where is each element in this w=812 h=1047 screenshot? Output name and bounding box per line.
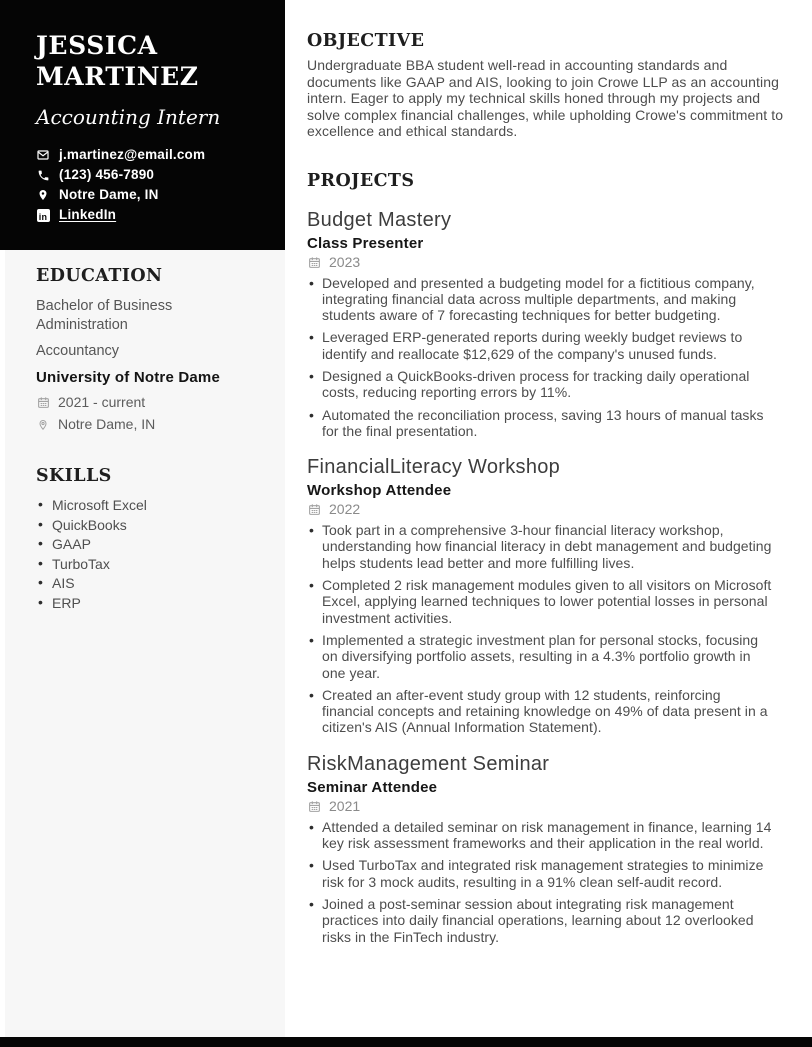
calendar-icon (307, 503, 321, 517)
education-degree: Bachelor of Business Administration (36, 298, 173, 333)
objective-text: Undergraduate BBA student well-read in accounting standards and documents like GAAP and AIS, looking to join Crowe LLP as an accounting intern. Eager to apply my technical skills honed through my projects and solve complex financial challenges, while upholding Crowe's commitment to excellence and ethical standards. (307, 57, 784, 139)
phone-icon (36, 168, 50, 182)
linkedin-link[interactable]: LinkedIn (59, 207, 117, 222)
project-date-text: 2023 (329, 253, 361, 270)
contact-location-text: Notre Dame, IN (59, 187, 159, 202)
project-bullet-list (307, 275, 784, 440)
calendar-icon (307, 799, 321, 813)
bullet-item: • Developed and presented a budgeting model for a fictitious company, integrating financial data across multiple departments, and making students aware of 7 forecasting techniques for better budgeting. (307, 275, 774, 324)
education-heading: EDUCATION (36, 266, 163, 286)
education-location-row (36, 417, 267, 432)
person-last-name: MARTINEZ (36, 62, 199, 91)
contact-location-row (36, 188, 261, 202)
bullet-item: • Designed a QuickBooks-driven process for tracking daily operational costs, reducing reporting errors by 11%. (307, 368, 774, 401)
contact-phone-row (36, 168, 261, 182)
person-first-name: JESSICA (36, 31, 158, 60)
skill-item: • ERP (36, 596, 267, 610)
education-dates-text: 2021 - current (58, 394, 146, 410)
skill-item: • Microsoft Excel (36, 498, 267, 512)
project-risk-management-seminar (307, 752, 784, 945)
objective-section (307, 30, 784, 140)
job-title: Accounting Intern (36, 105, 221, 129)
skills-heading: SKILLS (36, 466, 112, 486)
main-content (285, 0, 812, 1037)
contact-email-text: j.martinez@email.com (59, 147, 206, 162)
contact-linkedin-row[interactable] (36, 208, 261, 222)
project-role: Workshop Attendee (307, 482, 452, 500)
sidebar-header (0, 0, 285, 250)
contact-phone-text: (123) 456-7890 (59, 167, 155, 182)
contact-email-row (36, 148, 261, 162)
bullet-item: • Created an after-event study group with 12 students, reinforcing financial concepts and retaining knowledge on 49% of data present in a citizen's AIS (Annual Information Statement). (307, 687, 774, 736)
linkedin-icon (36, 208, 50, 222)
education-section (36, 266, 267, 432)
projects-heading: PROJECTS (307, 170, 415, 191)
bullet-item: • Took part in a comprehensive 3-hour financial literacy workshop, understanding how financial literacy in debt management and budgeting helps students lead better and more fulfilling lives. (307, 522, 774, 571)
sidebar-body (5, 250, 285, 1037)
bullet-item: • Used TurboTax and integrated risk management strategies to minimize risk for 3 mock audits, resulting in a 91% clean self-audit record. (307, 857, 774, 890)
calendar-icon (307, 255, 321, 269)
project-title: RiskManagement Seminar (307, 752, 550, 775)
project-financial-literacy-workshop (307, 455, 784, 736)
location-pin-outline-icon (36, 418, 50, 432)
location-pin-icon (36, 188, 50, 202)
skill-item: • AIS (36, 576, 267, 590)
sidebar (0, 0, 285, 1037)
bullet-item: • Joined a post-seminar session about integrating risk management practices into daily financial operations, learning about 12 overlooked risks in the FinTech industry. (307, 896, 774, 945)
bullet-item: • Completed 2 risk management modules given to all visitors on Microsoft Excel, applying learned techniques to lower potential losses in personal investment activities. (307, 577, 774, 626)
mail-icon (36, 148, 50, 162)
bullet-item: • Attended a detailed seminar on risk management in finance, learning 14 key risk assessment frameworks and their application in the real world. (307, 819, 774, 852)
education-dates-row (36, 395, 267, 410)
education-major: Accountancy (36, 343, 120, 359)
project-date-row (307, 799, 784, 814)
project-bullet-list (307, 522, 784, 736)
education-school: University of Notre Dame (36, 369, 221, 386)
skills-section (36, 466, 267, 610)
project-title: FinancialLiteracy Workshop (307, 456, 561, 479)
skill-item: • GAAP (36, 537, 267, 551)
objective-heading: OBJECTIVE (307, 31, 425, 51)
skills-list (36, 498, 267, 610)
project-role: Seminar Attendee (307, 778, 438, 796)
skill-item: • TurboTax (36, 557, 267, 571)
bullet-item: • Leveraged ERP-generated reports during weekly budget reviews to identify and reallocate $12,629 of the company's unused funds. (307, 329, 774, 362)
project-date-row (307, 502, 784, 517)
project-date-text: 2022 (329, 501, 361, 518)
bullet-item: • Automated the reconciliation process, saving 13 hours of manual tasks for the final presentation. (307, 407, 774, 440)
person-name (36, 30, 261, 92)
project-title: Budget Mastery (307, 208, 452, 231)
education-location-text: Notre Dame, IN (58, 416, 156, 432)
project-date-row (307, 255, 784, 270)
contact-list (36, 148, 261, 222)
project-budget-mastery (307, 208, 784, 440)
project-role: Class Presenter (307, 234, 424, 252)
calendar-icon (36, 396, 50, 410)
project-date-text: 2021 (329, 797, 361, 814)
skill-item: • QuickBooks (36, 518, 267, 532)
bullet-item: • Implemented a strategic investment plan for personal stocks, focusing on diversifying portfolio assets, resulting in a 4.3% portfolio growth in one year. (307, 632, 774, 681)
project-bullet-list (307, 819, 784, 945)
bottom-bar (0, 1037, 812, 1047)
